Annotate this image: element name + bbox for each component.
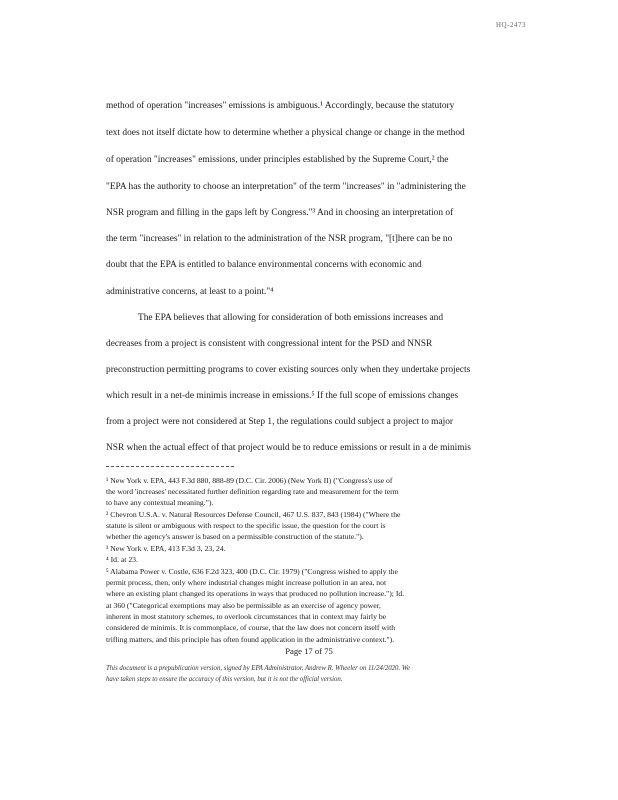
body-line: "EPA has the authority to choose an interpretation" of the term "increases" in "administering the [106,182,466,192]
body-line: preconstruction permitting programs to cover existing sources only when they undertake projects [106,365,471,375]
footnote-line: ³ New York v. EPA, 413 F.3d 3, 23, 24. [106,544,226,553]
footnote-line: whether the agency's answer is based on a permissible construction of the statute."). [106,532,364,541]
page-number: Page 17 of 75 [285,646,333,656]
body-line: administrative concerns, at least to a point."⁴ [106,287,274,297]
footnote-line: to have any contextual meaning."). [106,498,214,507]
body-line: from a project were not considered at Step 1, the regulations could subject a project to major [106,417,454,427]
body-line: which result in a net-de minimis increase in emissions.⁵ If the full scope of emissions changes [106,391,459,401]
footnote-line: ² Chevron U.S.A. v. Natural Resources Defense Council, 467 U.S. 837, 843 (1984) ("Where the [106,510,401,519]
footnote-line: trifling matters, and this principle has often found application in the administrative context."). [106,635,395,644]
body-line: NSR program and filling in the gaps left by Congress."³ And in choosing an interpretation of [106,208,454,218]
body-line: of operation "increases" emissions, under principles established by the Supreme Court,² the [106,155,449,165]
footnote-line: permit process, then, only where industrial changes might increase pollution in an area, not [106,578,387,587]
footnote-line: inherent in most statutory schemes, to overlook circumstances that in context may fairly be [106,612,387,621]
footnote-line: ⁵ Alabama Power v. Costle, 636 F.2d 323, 400 (D.C. Cir. 1979) ("Congress wished to apply the [106,567,398,576]
body-line: The EPA believes that allowing for consideration of both emissions increases and [138,313,444,323]
body-line: the term "increases" in relation to the administration of the NSR program, "[t]here can be no [106,234,453,244]
footnote-line: at 360 ("Categorical exemptions may also be permissible as an exercise of agency power, [106,601,381,610]
footnote-line: ¹ New York v. EPA, 443 F.3d 880, 888-89 (D.C. Cir. 2006) (New York II) ("Congress's use of [106,476,393,485]
body-line: doubt that the EPA is entitled to balance environmental concerns with economic and [106,260,422,270]
disclaimer-line: have taken steps to ensure the accuracy of this version, but it is not the official version. [106,676,343,683]
footnote-line: where an existing plant changed its operations in ways that produced no pollution increase."); Id. [106,589,405,598]
body-line: method of operation "increases" emissions is ambiguous.¹ Accordingly, because the statutory [106,101,455,111]
footnote-separator [106,466,234,467]
footnote-line: statute is silent or ambiguous with respect to the specific issue, the question for the court is [106,521,386,530]
body-line: text does not itself dictate how to determine whether a physical change or change in the method [106,128,465,138]
document-id: HQ-2473 [496,21,526,29]
footnote-line: the word 'increases' necessitated further definition regarding rate and measurement for the term [106,487,399,496]
body-line: decreases from a project is consistent with congressional intent for the PSD and NNSR [106,339,433,349]
disclaimer-line: This document is a prepublication version, signed by EPA Administrator, Andrew R. Wheeler on 11/24/2020. We [106,665,410,672]
footnote-line: ⁴ Id. at 23. [106,555,138,564]
footnote-line: considered de minimis. It is commonplace, of course, that the law does not concern itself with [106,623,396,632]
body-line: NSR when the actual effect of that project would be to reduce emissions or result in a de minimis [106,443,471,453]
